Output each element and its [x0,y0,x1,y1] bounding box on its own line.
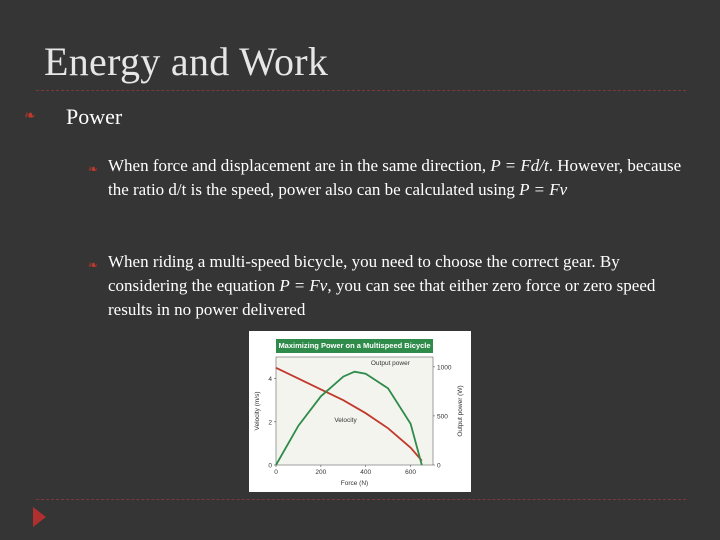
x-tick-label: 0 [274,469,278,476]
sub-bullet-text: When riding a multi-speed bicycle, you need to choose the correct gear. By considering the equation P = Fv, you can see that either zero force or zero speed results in no power delivered [108,252,656,319]
y-left-tick-label: 4 [268,376,272,384]
y-left-tick-label: 0 [268,462,272,470]
bullet-label: Power [66,104,123,129]
footer-divider [36,499,686,500]
y-right-axis-label: Output power (W) [457,385,464,437]
flourish-bullet-icon: ❧ [24,108,36,124]
x-tick-label: 400 [360,469,372,476]
y-right-tick-label: 1000 [437,364,452,372]
y-left-axis-label: Velocity (m/s) [254,391,261,431]
sub-bullet-text: When force and displacement are in the same direction, P = Fd/t. However, because the ratio d/t is the speed, power also can be calculated using P = Fv [108,156,682,199]
y-left-tick-label: 2 [268,419,272,427]
x-axis-label: Force (N) [340,480,369,487]
output-power-series-label: Output power [370,359,410,367]
equation-fv: P = Fv [519,180,568,199]
bicycle-power-figure [249,331,471,492]
x-tick-label: 200 [315,469,327,476]
y-right-tick-label: 500 [437,413,448,421]
plot-area [276,357,433,465]
chart-title: Maximizing Power on a Multispeed Bicycle [278,341,431,350]
flourish-bullet-icon: ❧ [88,162,99,176]
flourish-bullet-icon: ❧ [88,258,99,272]
title-divider [36,90,686,91]
next-slide-arrow-icon[interactable] [33,507,46,527]
x-tick-label: 600 [405,469,417,476]
equation-fv: P = Fv [279,276,328,295]
power-velocity-chart [249,331,471,492]
equation-fd-t: P = Fd/t [490,156,549,175]
velocity-series-label: Velocity [334,416,357,424]
slide-title: Energy and Work [44,39,329,84]
y-right-tick-label: 0 [437,462,441,470]
